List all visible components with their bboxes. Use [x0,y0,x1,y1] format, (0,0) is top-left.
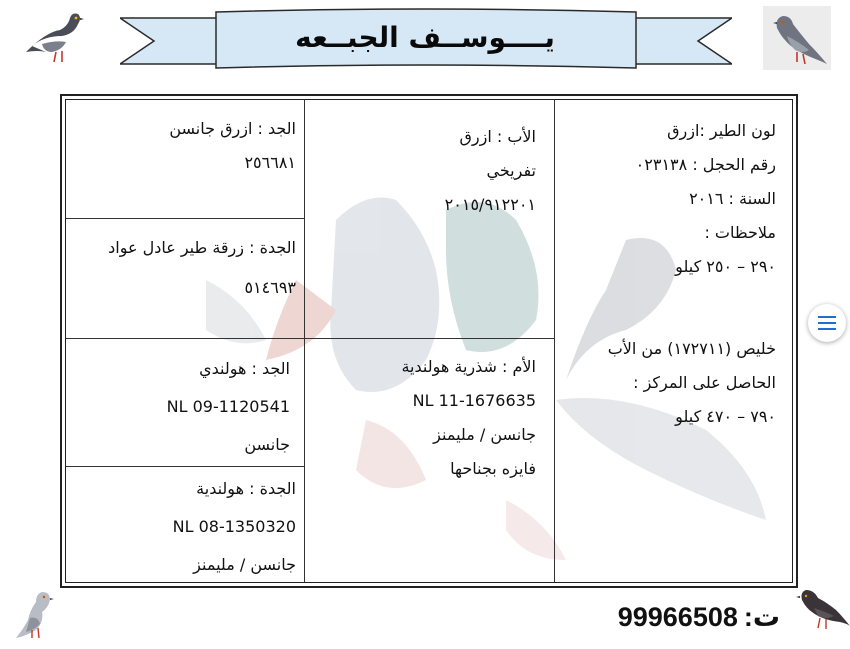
pigeon-icon-bottom-right [796,584,850,634]
maternal-grandfather-ring-number: NL 09-1120541 [166,397,290,416]
maternal-grandfather-cell [70,350,290,464]
phone-number: 99966508 [617,601,738,632]
paternal-grandfather-cell [74,112,296,180]
father-title: الأب : ازرق [459,127,536,146]
phone-contact [605,598,780,636]
mother-cell [316,350,536,486]
grid-divider-horizontal-left-top [66,218,304,219]
bird-ring-number: رقم الحجل : ٠٢٣١٣٨ [635,155,776,174]
maternal-grandfather-line-2: جانسن [244,435,290,454]
phone-prefix: ت: [743,601,780,632]
mother-line-2: جانسن / مليمنز [433,425,536,444]
pigeon-icon-top-right [763,6,831,70]
page-title: يــــوســف الجبــعه [295,20,555,54]
bird-year: السنة : ٢٠١٦ [689,189,776,208]
pigeon-icon-bottom-left [12,586,56,642]
grid-divider-vertical-2 [554,100,555,583]
maternal-grandmother-title: الجدة : هولندية [196,479,296,498]
grid-divider-horizontal-left-bottom [66,466,304,467]
maternal-grandmother-line-2: جانسن / مليمنز [193,555,296,574]
bird-note-2b: الحاصل على المركز : [633,373,776,392]
grid-divider-vertical-1 [304,100,305,583]
mother-title: الأم : شذرية هولندية [401,357,536,376]
father-line-2: ٢٠١٥/٩١٢٢٠١ [444,195,536,214]
maternal-grandfather-title: الجد : هولندي [199,359,290,378]
bird-details-cell [556,114,776,434]
father-cell [316,120,536,222]
menu-button[interactable] [808,304,846,342]
paternal-grandmother-line-1: ٥١٤٦٩٣ [244,278,296,297]
bird-note-1: ٢٩٠ – ٢٥٠ كيلو [675,257,776,276]
maternal-grandmother-ring-number: NL 08-1350320 [172,517,296,536]
hamburger-menu-icon [818,316,836,330]
pedigree-table [65,99,793,583]
mother-ring-number: NL 11-1676635 [412,391,536,410]
mother-line-3: فايزه بجناحها [450,459,536,478]
maternal-grandmother-cell [70,470,296,583]
bird-notes-label: ملاحظات : [704,223,776,242]
pigeon-icon-top-left [22,6,86,68]
paternal-grandfather-title: الجد : ازرق جانسن [169,119,296,138]
bird-note-2c: ٧٩٠ – ٤٧٠ كيلو [675,407,776,426]
bird-note-2a: خليص (١٧٢٧١١) من الأب [607,339,776,358]
paternal-grandmother-cell [70,228,296,308]
paternal-grandfather-line-1: ٢٥٦٦٨١ [244,153,296,172]
father-line-1: تفريخي [486,161,536,180]
paternal-grandmother-title: الجدة : زرقة طير عادل عواد [108,238,296,257]
bird-color: لون الطير :ازرق [667,121,776,140]
grid-divider-horizontal-middle [66,338,554,339]
